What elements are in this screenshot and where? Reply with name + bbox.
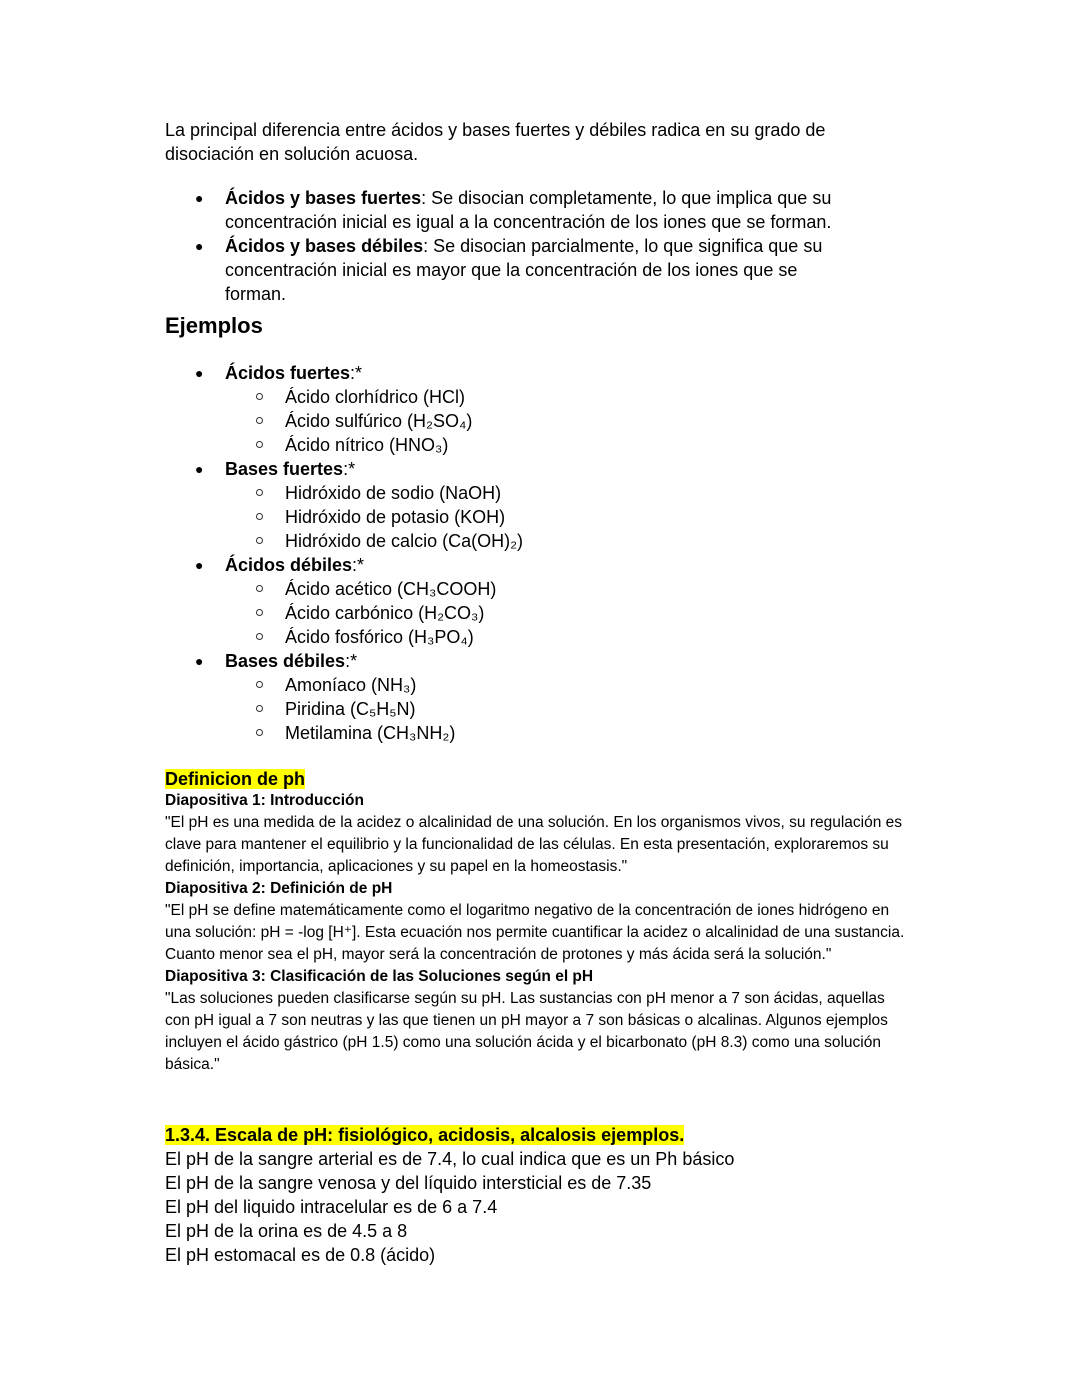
list-item <box>225 697 523 721</box>
item-text: Ácido carbónico (H₂CO₃) <box>285 603 485 623</box>
scale-line: El pH de la sangre arterial es de 7.4, lo cual indica que es un Ph básico <box>165 1149 735 1169</box>
slide-text: "El pH es una medida de la acidez o alcalinidad de una solución. En los organismos vivos, su regulación es clave para mantener el equilibrio y la funcionalidad de las células. En esta presentación, exploraremos su definición, importancia, aplicaciones y su papel en la homeostasis." <box>165 814 903 875</box>
list-item <box>225 385 523 409</box>
group-suffix: :* <box>352 555 365 575</box>
term: Ácidos y bases débiles <box>225 236 424 256</box>
item-text: Ácido sulfúrico (H₂SO₄) <box>285 411 473 431</box>
item-text: Piridina (C₅H₅N) <box>285 699 416 719</box>
list-item <box>165 186 845 234</box>
ph-scale-section <box>165 1123 905 1267</box>
term: Ácidos y bases fuertes <box>225 188 422 208</box>
bullet-icon: ● <box>195 557 204 573</box>
scale-line: El pH de la sangre venosa y del líquido intersticial es de 7.35 <box>165 1173 652 1193</box>
item-text: Ácido clorhídrico (HCl) <box>285 387 466 407</box>
list-item <box>225 481 523 505</box>
group-suffix: :* <box>345 651 358 671</box>
list-item <box>225 673 523 697</box>
item-text: Hidróxido de sodio (NaOH) <box>285 483 502 503</box>
group-suffix: :* <box>350 363 363 383</box>
item-text: Ácido nítrico (HNO₃) <box>285 435 449 455</box>
group-item <box>165 361 523 457</box>
list-item <box>165 234 845 306</box>
slide-title: Diapositiva 3: Clasificación de las Soluciones según el pH <box>165 968 594 985</box>
list-item <box>225 433 523 457</box>
item-text: Ácido acético (CH₃COOH) <box>285 579 497 599</box>
sub-list <box>225 385 523 457</box>
list-item <box>225 601 523 625</box>
slide-text: "El pH se define matemáticamente como el logaritmo negativo de la concentración de iones hidrógeno en una solución: pH = -log [H⁺]. Esta ecuación nos permite cuantificar la acidez o alcalinidad de una sustancia. Cuanto menor sea el pH, mayor será la concentración de protones y más ácida será la solución." <box>165 902 905 963</box>
list-item <box>225 505 523 529</box>
highlighted-title: Definicion de ph <box>165 769 306 789</box>
group-item <box>165 649 523 745</box>
bullet-icon: ● <box>195 365 204 381</box>
slide-title: Diapositiva 1: Introducción <box>165 792 364 809</box>
circle-bullet-icon <box>256 393 263 400</box>
item-text: Hidróxido de potasio (KOH) <box>285 507 506 527</box>
circle-bullet-icon <box>256 417 263 424</box>
bullet-icon: ● <box>195 238 204 254</box>
scale-line: El pH estomacal es de 0.8 (ácido) <box>165 1245 436 1265</box>
circle-bullet-icon <box>256 585 263 592</box>
intro-paragraph: La principal diferencia entre ácidos y bases fuertes y débiles radica en su grado de disociación en solución acuosa. <box>165 120 826 164</box>
list-item <box>225 625 523 649</box>
description: : Se disocian parcialmente, lo que significa que su concentración inicial es mayor que la concentración de los iones que se forman. <box>225 236 823 304</box>
circle-bullet-icon <box>256 609 263 616</box>
circle-bullet-icon <box>256 489 263 496</box>
group-label: Bases débiles <box>225 651 346 671</box>
circle-bullet-icon <box>256 681 263 688</box>
definition-section <box>165 768 905 1076</box>
definition-title <box>165 768 905 790</box>
slide-text: "Las soluciones pueden clasificarse según su pH. Las sustancias con pH menor a 7 son ácidas, aquellas con pH igual a 7 son neutras y las que tienen un pH mayor a 7 son básicas o alcalinas. Algunos ejemplos incluyen el ácido gástrico (pH 1.5) como una solución ácida y el bicarbonato (pH 8.3) como una solución básica." <box>165 990 888 1073</box>
group-item <box>165 553 523 649</box>
scale-line: El pH de la orina es de 4.5 a 8 <box>165 1221 408 1241</box>
highlighted-title: 1.3.4. Escala de pH: fisiológico, acidosis, alcalosis ejemplos. <box>165 1125 685 1145</box>
item-text: Ácido fosfórico (H₃PO₄) <box>285 627 474 647</box>
item-text: Hidróxido de calcio (Ca(OH)₂) <box>285 531 524 551</box>
bullet-icon: ● <box>195 461 204 477</box>
group-label: Ácidos débiles <box>225 555 353 575</box>
examples-list <box>165 361 523 745</box>
bullet-icon: ● <box>195 190 204 206</box>
group-label: Ácidos fuertes <box>225 363 351 383</box>
scale-line: El pH del liquido intracelular es de 6 a 7.4 <box>165 1197 498 1217</box>
list-item <box>225 409 523 433</box>
description: : Se disocian completamente, lo que implica que su concentración inicial es igual a la concentración de los iones que se forman. <box>225 188 832 232</box>
circle-bullet-icon <box>256 537 263 544</box>
list-item <box>225 577 523 601</box>
slide-title: Diapositiva 2: Definición de pH <box>165 880 393 897</box>
examples-heading: Ejemplos <box>165 313 263 338</box>
bullet-icon: ● <box>195 653 204 669</box>
sub-list <box>225 577 523 649</box>
difference-list <box>165 186 845 306</box>
group-item <box>165 457 523 553</box>
list-item <box>225 529 523 553</box>
list-item <box>225 721 523 745</box>
circle-bullet-icon <box>256 441 263 448</box>
item-text: Metilamina (CH₃NH₂) <box>285 723 456 743</box>
circle-bullet-icon <box>256 729 263 736</box>
group-label: Bases fuertes <box>225 459 344 479</box>
sub-list <box>225 673 523 745</box>
circle-bullet-icon <box>256 705 263 712</box>
item-text: Amoníaco (NH₃) <box>285 675 417 695</box>
sub-list <box>225 481 523 553</box>
group-suffix: :* <box>343 459 356 479</box>
scale-title <box>165 1123 905 1147</box>
circle-bullet-icon <box>256 513 263 520</box>
circle-bullet-icon <box>256 633 263 640</box>
